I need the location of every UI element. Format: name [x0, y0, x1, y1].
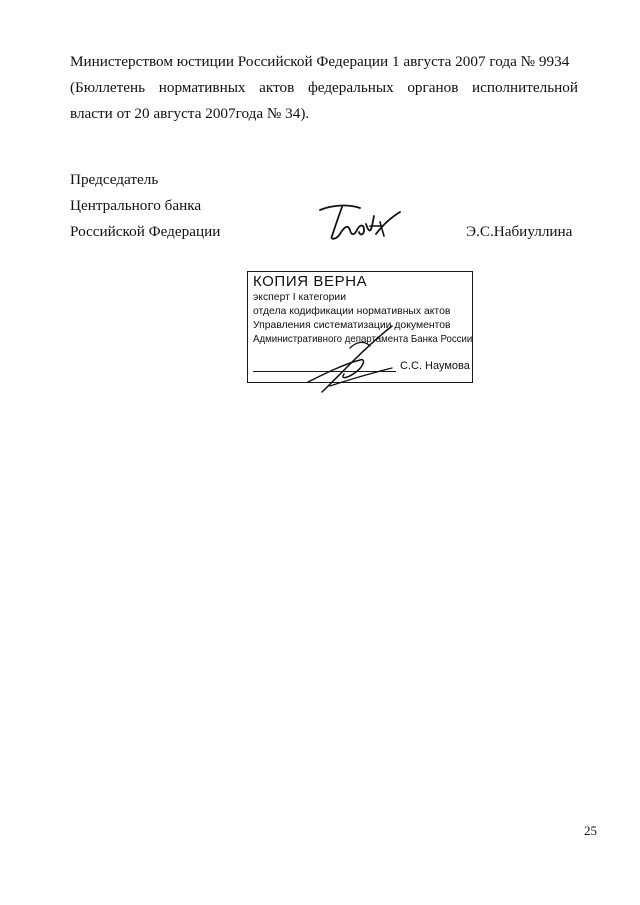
signatory-name: Э.С.Набиуллина [466, 223, 573, 240]
registration-paragraph [70, 49, 578, 127]
stamp-signer-name: С.С. Наумова [400, 360, 470, 372]
chairman-signature [314, 196, 404, 246]
stamp-line-1: эксперт I категории [253, 292, 347, 303]
stamp-line-4: Административного департамента Банка России [253, 334, 473, 345]
paragraph-line-3: власти от 20 августа 2007года № 34). [70, 105, 310, 122]
signatory-title-line-1: Председатель [70, 171, 159, 188]
page-number: 25 [584, 823, 597, 838]
stamp-line-2: отдела кодификации нормативных актов [253, 306, 451, 317]
stamp-signature [300, 320, 400, 400]
signatory-title [70, 167, 220, 245]
signatory-title-line-2: Центрального банка [70, 197, 202, 214]
stamp-heading: КОПИЯ ВЕРНА [253, 273, 368, 290]
paragraph-line-2: (Бюллетень нормативных актов федеральных органов исполнительной [70, 79, 578, 96]
stamp-line-3: Управления систематизации документов [253, 320, 451, 331]
paragraph-line-1: Министерством юстиции Российской Федерации 1 августа 2007 года № 9934 [70, 53, 570, 70]
signatory-title-line-3: Российской Федерации [70, 223, 221, 240]
